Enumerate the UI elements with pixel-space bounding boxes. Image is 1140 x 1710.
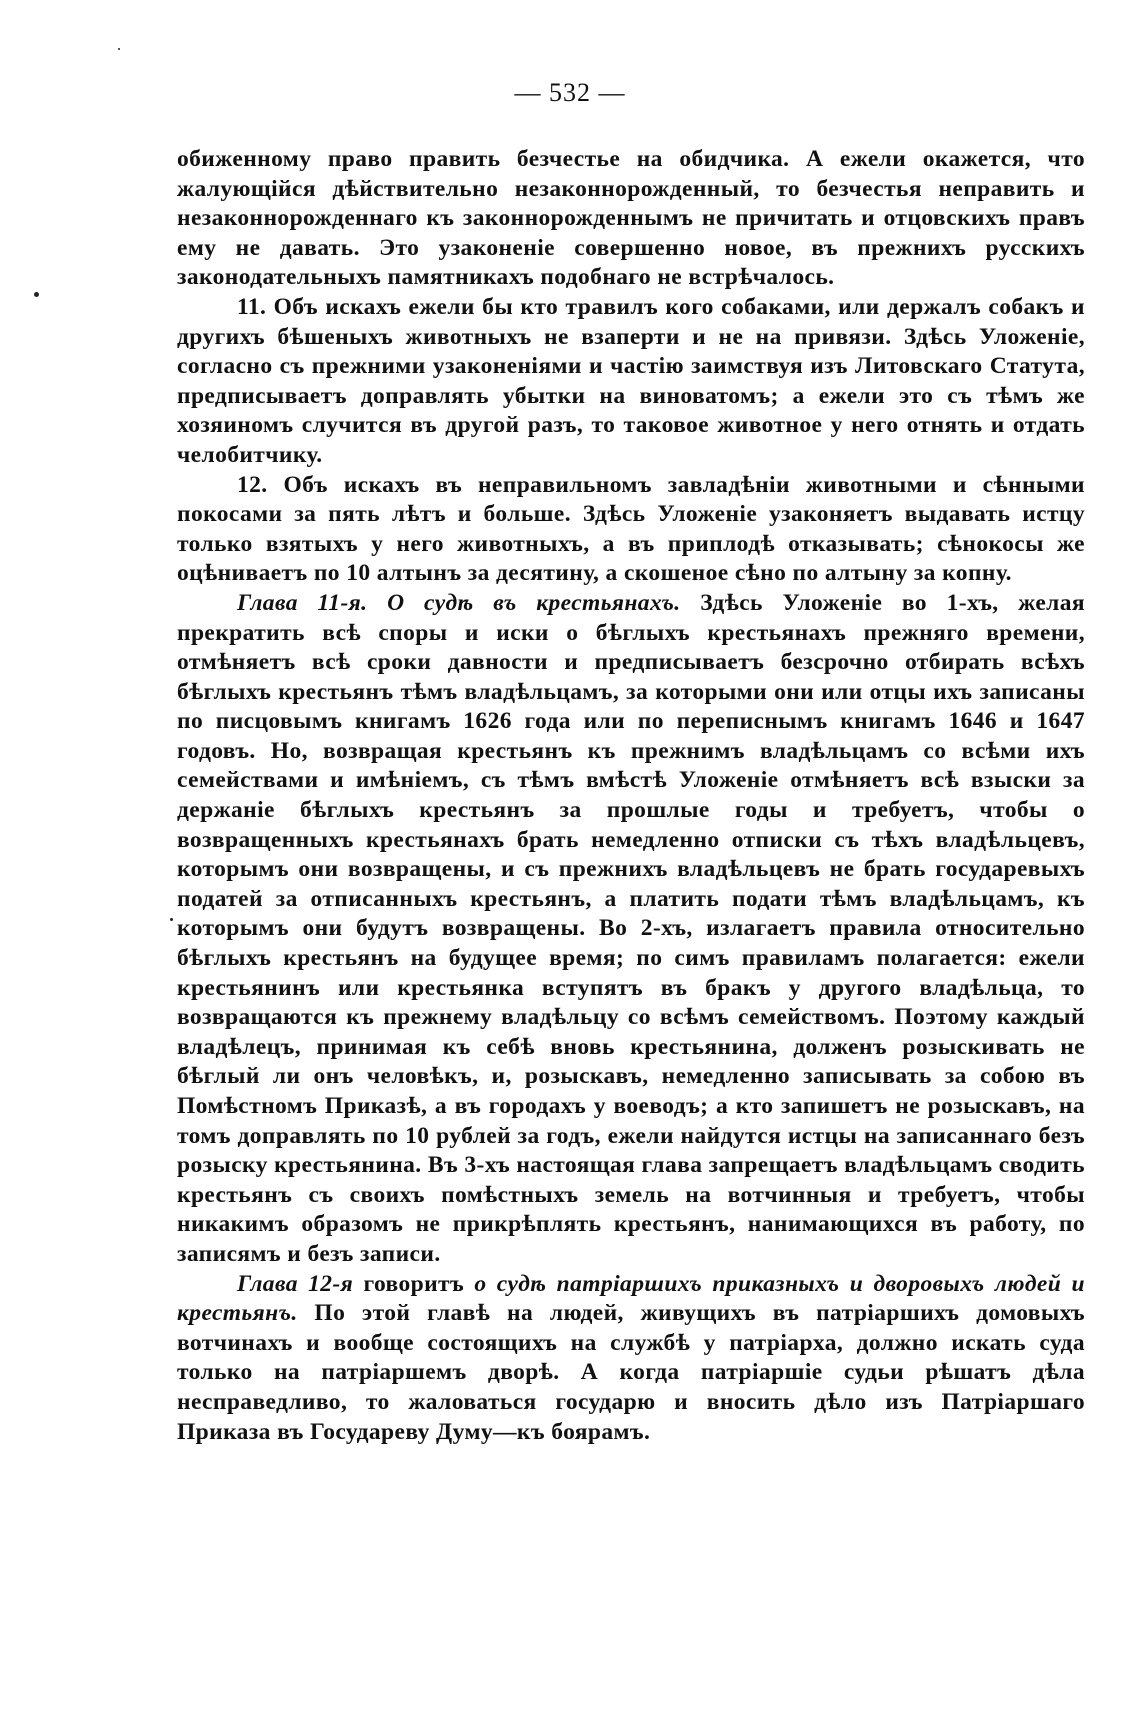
chapter-11-body: Здѣсь Уложеніе во 1-хъ, желая прекратить всѣ споры и иски о бѣглыхъ крестьянахъ прежняго времени, отмѣняетъ всѣ сроки давности и предписываетъ безсрочно отбирать всѣхъ бѣглыхъ крестьянъ тѣмъ владѣльцамъ, за которыми они или отцы ихъ записаны по писцовымъ книгамъ 1626 года или по переписнымъ книгамъ 1646 и 1647 годовъ. Но, возвращая крестьянъ къ прежнимъ владѣльцамъ со всѣми ихъ семействами и имѣніемъ, съ тѣмъ вмѣстѣ Уложеніе отмѣняетъ всѣ взыски за держаніе бѣглыхъ крестьянъ за прошлые годы и требуетъ, чтобы о возвращенныхъ крестьянахъ брать немедленно отписки съ тѣхъ владѣльцевъ, которымъ они возвращены, и съ прежнихъ владѣльцевъ не брать государевыхъ податей за отписанныхъ крестьянъ, а платить подати тѣмъ владѣльцамъ, къ которымъ они будутъ возвращены. Во 2-хъ, излагаетъ правила относительно бѣглыхъ крестьянъ на будущее время; по симъ правиламъ полагается: ежели крестьянинъ или крестьянка вступятъ въ бракъ у другого владѣльца, то возвращаются къ прежнему владѣльцу со всѣмъ семействомъ. Поэтому каждый владѣлецъ, принимая къ себѣ вновь крестьянина, долженъ розыскивать не бѣглый ли онъ человѣкъ, и, розыскавъ, немедленно записывать за собою въ Помѣстномъ Приказѣ, а въ городахъ у воеводъ; а кто запишетъ не розыскавъ, на томъ доправлять по 10 рублей за годъ, ежели найдутся истцы на записаннаго безъ розыску крестьянина. Въ 3-хъ настоящая глава запрещаетъ владѣльцамъ сводить крестьянъ съ своихъ помѣстныхъ земель на вотчинныя и требуетъ, чтобы никакимъ образомъ не прикрѣплять крестьянъ, нанимающихся въ работу, по записямъ и безъ записи. [177, 589, 1085, 1267]
scan-speck [118, 48, 120, 50]
paragraph-1: обиженному право править безчестье на обидчика. А ежели окажется, что жалующійся дѣйствительно незаконнорожденный, то безчестья неправить и незаконнорожденнаго къ законнорожденнымъ не причитать и отцовскихъ правъ ему не давать. Это узаконеніе совершенно новое, въ прежнихъ русскихъ законодательныхъ памятникахъ подобнаго не встрѣчалось. [177, 146, 1085, 291]
chapter-12-title: о судѣ патріаршихъ приказныхъ и дворовыхъ людей и крестьянъ. [177, 1270, 1085, 1327]
scan-speck [170, 918, 173, 921]
paragraph-item-12: 12. Объ искахъ въ неправильномъ завладѣніи животными и сѣнными покосами за пять лѣтъ и больше. Здѣсь Уложеніе узаконяетъ выдавать истцу только взятыхъ у него животныхъ, а въ приплодѣ отказывать; сѣнокосы же оцѣниваетъ по 10 алтынъ за десятину, а скошеное сѣно по алтыну за копну. [177, 471, 1085, 587]
paragraph-item-11: 11. Объ искахъ ежели бы кто травилъ кого собаками, или держалъ собакъ и другихъ бѣшеныхъ животныхъ не взаперти и не на привязи. Здѣсь Уложеніе, согласно съ прежними узаконеніями и частію заимствуя изъ Литовскаго Статута, предписываетъ доправлять убытки на виноватомъ; а ежели это съ тѣмъ же хозяиномъ случится въ другой разъ, то таковое животное у него отнять и отдать челобитчику. [177, 293, 1085, 468]
page-body-text [177, 145, 1085, 1447]
chapter-12-body: По этой главѣ на людей, живущихъ въ патріаршихъ домовыхъ вотчинахъ и вообще состоящихъ на службѣ у патріарха, должно искать суда только на патріаршемъ дворѣ. А когда патріаршіе судьи рѣшатъ дѣла несправедливо, то жаловаться государю и вносить дѣло изъ Патріаршаго Приказа въ Государеву Думу—къ боярамъ. [177, 1300, 1085, 1445]
paragraph-chapter-11 [177, 589, 1085, 1270]
chapter-11-heading: Глава 11-я. О судѣ въ крестьянахъ. [237, 589, 681, 616]
chapter-12-heading: Глава 12-я [237, 1270, 354, 1297]
scan-speck [34, 292, 39, 297]
page-number: — 532 — [514, 78, 626, 107]
paragraph-chapter-12 [177, 1270, 1085, 1448]
chapter-12-verb: говоритъ [353, 1270, 475, 1297]
